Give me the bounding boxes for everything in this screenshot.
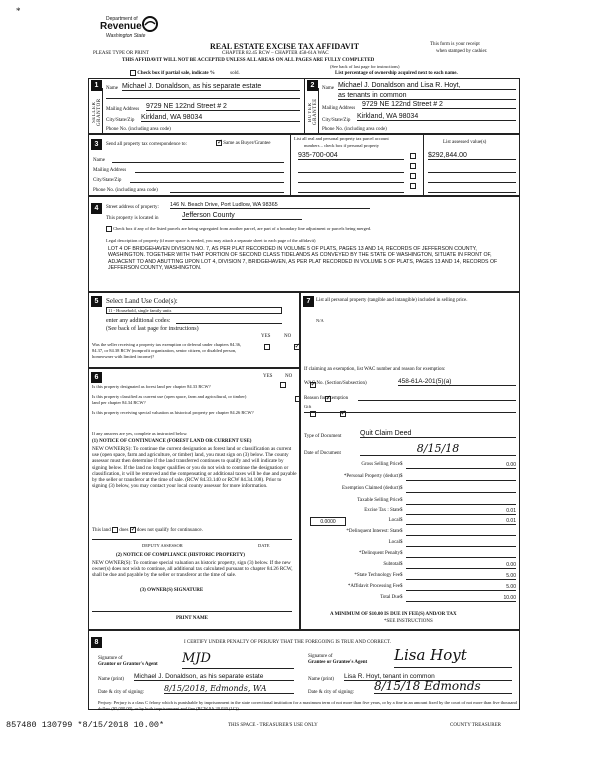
owner-signature-label: (3) OWNER(S) SIGNATURE (140, 588, 204, 593)
dor-state-label: Washington State (106, 33, 146, 39)
historic-question: Is this property receiving special valuation as historical property per chapter 84.26 RCW? (92, 410, 254, 415)
grantor-signature[interactable]: MJD (182, 651, 294, 669)
s3-mail-label: Mailing Address (93, 168, 127, 173)
this-land-label: This land (92, 528, 111, 534)
grantee-name[interactable]: Lisa R. Hoyt, tenant in common (344, 673, 512, 681)
section-1-number: 1 (91, 80, 102, 91)
see-back-note: (See back of last page for instructions) (330, 64, 400, 69)
doc-date-label: Date of Document (304, 451, 341, 456)
tax-line-5-value[interactable]: 0.01 (406, 518, 516, 525)
cashier-stamp: 857480 130799 *8/15/2018 10.00* (6, 720, 165, 730)
certify-statement: I CERTIFY UNDER PENALTY OF PERJURY THAT THE FOREGOING IS TRUE AND CORRECT. (184, 640, 391, 645)
tax-line-8-value[interactable] (406, 551, 516, 558)
s3-phone-label: Phone No. (including area code) (93, 188, 158, 193)
minimum-note: A MINIMUM OF $10.00 IS DUE IN FEE(S) AND/OR TAX (330, 612, 457, 617)
corner-mark: * (16, 6, 21, 16)
continuance-text: NEW OWNER(S): To continue the current designation as forest land or classification as current use (open space, farm and agriculture, or timber) land, you must sign on (3) below. The county assessor must then determine if the land transferred continues to qualify and will indicate by signing below. If the land no longer qualifies or you do not wish to continue the designation or classification, it will be removed and the compensating or additional taxes will be due and payable by the seller or transferor at the time of sale. (RCW 84.33.140 or RCW 84.34.108). Prior to signing (3) below, you may contact your local county assessor for more information. (92, 446, 297, 490)
s5-see-back: (See back of last page for instructions) (106, 326, 199, 332)
assessed-value[interactable]: $292,844.00 (428, 152, 516, 160)
partial-sale-label: Check box if partial sale, indicate % (137, 71, 215, 77)
form-chapter: CHAPTER 82.45 RCW – CHAPTER 458-61A WAC (222, 51, 329, 56)
tax-line-11-label: *Affidavit Processing Fee (347, 584, 400, 589)
does-label: does (119, 528, 129, 534)
tax-line-7-label: Local (388, 540, 400, 545)
s2-mail[interactable]: 9729 NE 122nd Street # 2 (362, 101, 516, 109)
s2-phone-label: Phone No. (including area code) (322, 127, 387, 132)
continuance-header: (1) NOTICE OF CONTINUANCE (FOREST LAND OR CURRENT USE) (92, 439, 252, 444)
grantee-name-label: Name (print) (308, 677, 334, 682)
grantee-signature[interactable]: Lisa Hoyt (394, 646, 512, 668)
pp-checkbox-2[interactable] (410, 163, 416, 169)
county[interactable]: Jefferson County (182, 212, 302, 220)
exemption-yes-checkbox[interactable] (264, 344, 270, 350)
grantee-date[interactable]: 8/15/18 Edmonds (374, 679, 512, 694)
s1-mail[interactable]: 9729 NE 122nd Street # 2 (146, 103, 300, 111)
s3-send-label: Send all property tax correspondence to: (106, 142, 187, 147)
s5-no-header: NO (284, 334, 292, 339)
tax-line-5-label: Local (388, 518, 400, 523)
tax-line-0-value[interactable]: 0.00 (406, 462, 516, 469)
s1-name-label: Name (106, 86, 118, 91)
grantee-sig-label-2: Grantee or Grantee's Agent (308, 660, 368, 665)
form-title: REAL ESTATE EXCISE TAX AFFIDAVIT (210, 42, 360, 51)
tax-line-6-value[interactable] (406, 529, 516, 536)
section-4 (88, 196, 520, 292)
tax-line-4-label: Excise Tax : State (364, 508, 400, 513)
tax-line-11-value[interactable]: 5.00 (406, 584, 516, 591)
s1-city[interactable]: Kirkland, WA 98034 (141, 114, 300, 122)
doc-type-label: Type of Document (304, 434, 342, 439)
dor-swoosh-icon (142, 16, 158, 32)
parcel-header-2: numbers – check box if personal property (304, 143, 379, 148)
reason-value[interactable]: Gift (304, 404, 312, 409)
tax-line-8-label: *Delinquent Penalty (359, 551, 400, 556)
pp-checkbox-1[interactable] (410, 153, 416, 159)
please-type: PLEASE TYPE OR PRINT (93, 51, 149, 56)
s1-phone-label: Phone No. (including area code) (106, 127, 171, 132)
tax-line-2-label: Exemption Claimed (deduct) (341, 486, 400, 491)
does-not-checkbox[interactable] (130, 527, 136, 533)
parcel-number[interactable]: 935-700-004 (298, 152, 404, 160)
section-5-number: 5 (91, 296, 102, 307)
doc-type-value[interactable]: Quit Claim Deed (360, 430, 516, 438)
section-4-number: 4 (91, 203, 102, 214)
additional-codes: enter any additional codes: (106, 318, 171, 324)
s5-yes-header: YES (261, 334, 271, 339)
s1-mail-label: Mailing Address (106, 107, 140, 112)
tax-line-9-label: Subtotal (383, 562, 400, 567)
tax-line-4-value[interactable]: 0.01 (406, 508, 516, 515)
tax-line-9-value[interactable]: 0.00 (406, 562, 516, 569)
street-label: Street address of property: (106, 205, 159, 210)
perjury-notice: Perjury: Perjury is a class C felony which is punishable by imprisonment in the state correctional institution for a maximum term of not more than five years, or by a fine in an amount fixed by the court of not more than five thousand dollars ($5,000.00), or by both imprisonment and fine (RCW 9A.20.020 (1C)). (98, 700, 517, 711)
grantor-sig-label-1: Signature of (98, 656, 123, 661)
land-use-code[interactable]: 11 - Household, single family units (106, 307, 282, 314)
section-2-number: 2 (307, 80, 318, 91)
grantee-date-label: Date & city of signing: (308, 690, 355, 695)
wac-value[interactable]: 458-61A-201(5)(a) (398, 378, 516, 386)
s1-name[interactable]: Michael J. Donaldson, as his separate estate (122, 83, 300, 91)
land-use-label: Select Land Use Code(s): (106, 297, 178, 305)
pct-list-note: List percentage of ownership acquired next to each name. (335, 71, 458, 76)
dor-logo (96, 16, 166, 46)
forest-yes-checkbox[interactable] (280, 382, 286, 388)
pp-checkbox-4[interactable] (410, 183, 416, 189)
exemption-no-checkbox[interactable] (294, 344, 300, 350)
same-as-buyer-label: Same as Buyer/Grantee (223, 141, 271, 147)
s2-name-cont[interactable]: as tenants in common (338, 92, 516, 100)
historic-header: (2) NOTICE OF COMPLIANCE (HISTORIC PROPERTY) (116, 553, 245, 558)
grantor-name[interactable]: Michael J. Donaldson, as his separate estate (134, 673, 294, 681)
personal-property-label: List all personal property (tangible and intangible) included in selling price. (316, 298, 468, 303)
tax-line-0-label: Gross Selling Price (361, 462, 400, 467)
tax-line-3-value[interactable] (406, 498, 516, 505)
same-as-buyer-checkbox[interactable] (216, 140, 222, 146)
does-not-label: does not (136, 528, 154, 534)
receipt-note-2: when stamped by cashier. (436, 49, 488, 54)
buyer-side-label: BUYER GRANTEE (308, 98, 318, 126)
section-3-number: 3 (91, 139, 102, 150)
not-accepted-notice: THIS AFFIDAVIT WILL NOT BE ACCEPTED UNLESS ALL AREAS ON ALL PAGES ARE FULLY COMPLETED (122, 58, 375, 63)
grantor-name-label: Name (print) (98, 677, 124, 682)
s2-city-label: City/State/Zip (322, 118, 351, 123)
print-name-label: PRINT NAME (176, 616, 208, 621)
partial-sale[interactable] (130, 70, 240, 76)
legal-description: LOT 4 OF BRIDGEHAVEN DIVISION NO. 7, AS PER PLAT RECORDED IN VOLUME 5 OF PLATS, PAGES 13 AND 14, RECORDS OF JEFFERSON COUNTY, WASHINGTON. TOGETHER WITH THAT PORTION OF SECOND CLASS TIDELANDS AS CONVEYED BY THE STATE OF WASHINGTON, SITUATE IN FRONT OF, ADJACENT TO AND ABUTTING UPON LOT 4, DIVISION 7, BRIDGEHAVEN, AS PER PLAT RECORDED IN VOLUME 5 OF PLATS, PAGES 13 AND 14, RECORDS OF JEFFERSON COUNTY, WASHINGTON. (108, 246, 498, 271)
s3-same-as[interactable] (216, 140, 270, 146)
wac-label: WAC No. (Section/Subsection) (304, 381, 367, 386)
tax-line-7-value[interactable] (406, 540, 516, 547)
segregated-row[interactable] (106, 226, 371, 232)
parcel-header-1: List all real and personal property tax parcel account (294, 136, 389, 141)
claim-note: If claiming an exemption, list WAC number and reason for exemption: (304, 367, 446, 372)
personal-property-value[interactable]: N/A (316, 318, 324, 323)
deputy-assessor-label: DEPUTY ASSESSOR (142, 543, 183, 548)
partial-sale-checkbox[interactable] (130, 70, 136, 76)
historic-text: NEW OWNER(S): To continue special valuation as historic property, sign (3) below. If the new owner(s) does not wish to continue, all additional tax calculated pursuant to chapter 84.26 RCW, shall be due and payable by the seller or transferor at the time of sale. (92, 560, 293, 579)
located-label: This property is located in (106, 216, 159, 221)
tax-line-6-label: *Delinquent Interest: State (346, 529, 400, 534)
assessed-header: List assessed value(s) (443, 140, 487, 145)
s3-city-label: City/State/Zip (93, 178, 122, 183)
treasurer-use-note: THIS SPACE - TREASURER'S USE ONLY (228, 723, 318, 728)
tax-line-12-label: Total Due (380, 595, 400, 600)
section-6-number: 6 (91, 372, 102, 383)
tax-line-1-value[interactable] (406, 474, 516, 481)
tax-line-2-value[interactable] (406, 486, 516, 493)
local-rate[interactable]: 0.0000 (310, 517, 346, 526)
grantor-sig-label-2: Grantor or Grantor's Agent (98, 662, 158, 667)
grantee-sig-label-1: Signature of (308, 654, 333, 659)
s2-name[interactable]: Michael J. Donaldson and Lisa R. Hoyt, (338, 82, 516, 90)
tax-line-3-label: Taxable Selling Price (357, 498, 400, 503)
current-use-question: Is this property classified as current use (open space, farm and agricultural, or timber) land per chapter 84.34 RCW? (92, 394, 247, 405)
dor-dept-label: Department of (106, 16, 138, 22)
receipt-note-1: This form is your receipt (430, 42, 480, 47)
pp-checkbox-3[interactable] (410, 173, 416, 179)
s2-mail-label: Mailing Address (322, 106, 356, 111)
section-7-number: 7 (303, 296, 314, 307)
segregated-checkbox[interactable] (106, 226, 112, 232)
sold-label: sold. (230, 71, 240, 77)
s6-yes-header: YES (263, 374, 273, 379)
tax-line-12-value[interactable]: 10.00 (406, 595, 516, 602)
dor-revenue-label: Revenue (100, 21, 142, 32)
forest-question: Is this property designated as forest land per chapter 84.33 RCW? (92, 384, 211, 389)
see-instructions: *SEE INSTRUCTIONS (384, 619, 433, 624)
s1-city-label: City/State/Zip (106, 118, 135, 123)
doc-date-value[interactable]: 8/15/18 (360, 442, 516, 456)
street-address[interactable]: 146 N. Beach Drive, Port Ludlow, WA 98365 (170, 202, 370, 209)
s2-city[interactable]: Kirkland, WA 98034 (357, 113, 516, 121)
qualify-row (92, 527, 203, 533)
does-checkbox[interactable] (112, 527, 118, 533)
grantor-date-label: Date & city of signing: (98, 690, 145, 695)
county-treasurer-label: COUNTY TREASURER (450, 723, 501, 728)
legal-label: Legal description of property (if more space is needed, you may attach a separate sheet to each page of the affidavit) (106, 238, 316, 243)
assessor-date-label: DATE (258, 543, 270, 548)
tax-line-10-value[interactable]: 5.00 (406, 573, 516, 580)
exemption-question: Was the seller receiving a property tax exemption or deferral under chapters 84.36, 84.37, or 84.38 RCW (nonprofit organization, senior citizen, or disabled person, homeowner with limited income)? (92, 342, 242, 359)
s3-name-label: Name (93, 158, 105, 163)
s2-name-label: Name (322, 86, 334, 91)
if-yes-note: If any answers are yes, complete as instructed below. (92, 431, 188, 436)
grantor-date[interactable]: 8/15/2018, Edmonds, WA (164, 684, 294, 694)
seller-side-label: SELLER GRANTOR (92, 98, 102, 126)
reason-label: Reason for exemption (304, 396, 349, 401)
tax-line-1-label: *Personal Property (deduct) (343, 474, 400, 479)
segregated-label: Check box if any of the listed parcels are being segregated from another parcel, are part of a boundary line adjustment or parcels being merged. (113, 226, 372, 232)
personal-property-checkboxes (410, 153, 418, 189)
qualify-label: qualify for continuance. (154, 528, 203, 534)
s6-no-header: NO (285, 374, 293, 379)
section-8-number: 8 (91, 637, 102, 648)
tax-line-10-label: *State Technology Fee (354, 573, 400, 578)
